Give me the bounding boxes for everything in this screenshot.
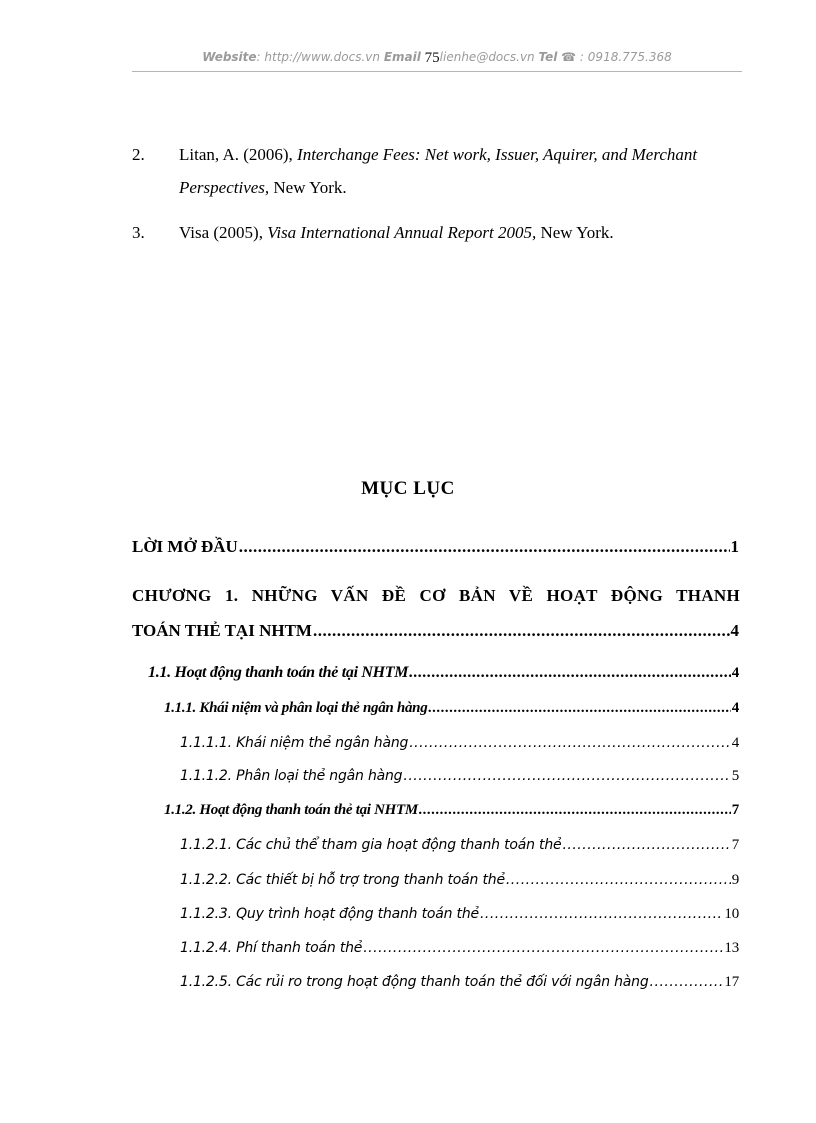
toc-entry-page: 13 xyxy=(724,940,739,956)
toc-leader-dots xyxy=(428,700,730,717)
toc-entry-item[interactable] xyxy=(180,906,739,923)
toc-entry-item[interactable] xyxy=(180,837,739,854)
toc-entry-subsection[interactable] xyxy=(164,700,739,717)
toc-entry-intro[interactable] xyxy=(132,537,739,557)
toc-entry-text: 1.1. Hoạt động thanh toán thẻ tại NHTM xyxy=(148,664,409,681)
reference-text xyxy=(179,216,732,249)
toc-entry-page: 9 xyxy=(731,872,739,888)
toc-entry-text: 1.1.1. Khái niệm và phân loại thẻ ngân hàng xyxy=(164,700,428,716)
toc-entry-text: 1.1.2.1. Các chủ thể tham gia hoạt động thanh toán thẻ xyxy=(180,837,562,853)
toc-entry-text: 1.1.2.5. Các rủi ro trong hoạt động thanh toán thẻ đối với ngân hàng xyxy=(180,974,649,990)
toc-leader-dots xyxy=(562,837,730,853)
reference-place: New York. xyxy=(536,223,614,242)
toc-entry-item[interactable] xyxy=(180,974,739,991)
toc-entry-page: 4 xyxy=(730,621,739,640)
toc-entry-text: 1.1.2.2. Các thiết bị hỗ trợ trong thanh toán thẻ xyxy=(180,872,505,888)
toc-entry-text: 1.1.1.2. Phân loại thẻ ngân hàng xyxy=(180,768,403,784)
toc-leader-dots xyxy=(313,621,730,641)
toc-entry-page: 1 xyxy=(730,537,739,556)
toc-entry-item[interactable] xyxy=(180,735,739,752)
toc-leader-dots xyxy=(409,735,730,751)
toc-entry-section[interactable] xyxy=(148,664,739,682)
toc-leader-dots xyxy=(506,872,731,888)
toc-entry-subsection[interactable] xyxy=(164,802,739,819)
tel-label: Tel xyxy=(538,50,558,64)
toc-entry-text: LỜI MỞ ĐẦU xyxy=(132,537,238,556)
toc-leader-dots xyxy=(650,974,724,990)
toc-leader-dots xyxy=(363,940,723,956)
toc-entry-item[interactable] xyxy=(180,768,739,785)
toc-leader-dots xyxy=(239,537,730,557)
toc-entry-text: 1.1.2. Hoạt động thanh toán thẻ tại NHTM xyxy=(164,802,418,818)
toc-leader-dots xyxy=(403,768,730,784)
reference-title: Interchange Fees: Net work, Issuer, Aquirer, and Merchant Perspectives, xyxy=(179,145,698,197)
toc-entry-page: 7 xyxy=(731,837,739,853)
toc-entry-page: 17 xyxy=(724,974,739,990)
toc-leader-dots xyxy=(419,802,731,819)
reference-number: 2. xyxy=(132,145,145,164)
toc-entry-text: TOÁN THẺ TẠI NHTM xyxy=(132,621,312,640)
email-label: Email xyxy=(383,50,421,64)
page-header xyxy=(132,50,742,70)
reference-title: Visa International Annual Report 2005, xyxy=(267,223,537,242)
reference-author: Litan, A. (2006), xyxy=(179,145,298,164)
toc-entry-page: 10 xyxy=(724,906,739,922)
toc-entry-page: 4 xyxy=(731,700,739,716)
header-divider xyxy=(132,71,742,72)
toc-entry-text: 1.1.2.4. Phí thanh toán thẻ xyxy=(180,940,363,956)
toc-entry-page: 4 xyxy=(731,665,739,681)
reference-text xyxy=(179,138,732,204)
toc-entry-page: 7 xyxy=(731,802,739,818)
toc-entry-text: 1.1.1.1. Khái niệm thẻ ngân hàng xyxy=(180,735,409,751)
toc-entry-item[interactable] xyxy=(180,940,739,957)
toc-entry-item[interactable] xyxy=(180,872,739,889)
toc-title: MỤC LỤC xyxy=(361,478,455,499)
reference-author: Visa (2005), xyxy=(179,223,268,242)
tel-value: ☎ : 0918.775.368 xyxy=(557,50,672,64)
toc-entry-chapter1-line1[interactable]: CHƯƠNG 1. NHỮNG VẤN ĐỀ CƠ BẢN VỀ HOẠT ĐỘNG THANH xyxy=(132,586,740,605)
reference-place: New York. xyxy=(269,178,347,197)
toc-entry-chapter1[interactable] xyxy=(132,621,739,641)
toc-leader-dots xyxy=(409,664,731,682)
reference-item xyxy=(132,138,732,204)
website-label: Website xyxy=(202,50,257,64)
toc-entry-page: 4 xyxy=(731,735,739,751)
reference-number: 3. xyxy=(132,223,145,242)
toc-leader-dots xyxy=(480,906,723,922)
reference-item xyxy=(132,216,732,249)
toc-entry-text: 1.1.2.3. Quy trình hoạt động thanh toán thẻ xyxy=(180,906,479,922)
website-url[interactable]: : http://www.docs.vn xyxy=(256,50,384,64)
toc-entry-page: 5 xyxy=(731,768,739,784)
page-number: 75 xyxy=(424,50,440,66)
email-value[interactable]: lienhe@docs.vn xyxy=(439,50,539,64)
